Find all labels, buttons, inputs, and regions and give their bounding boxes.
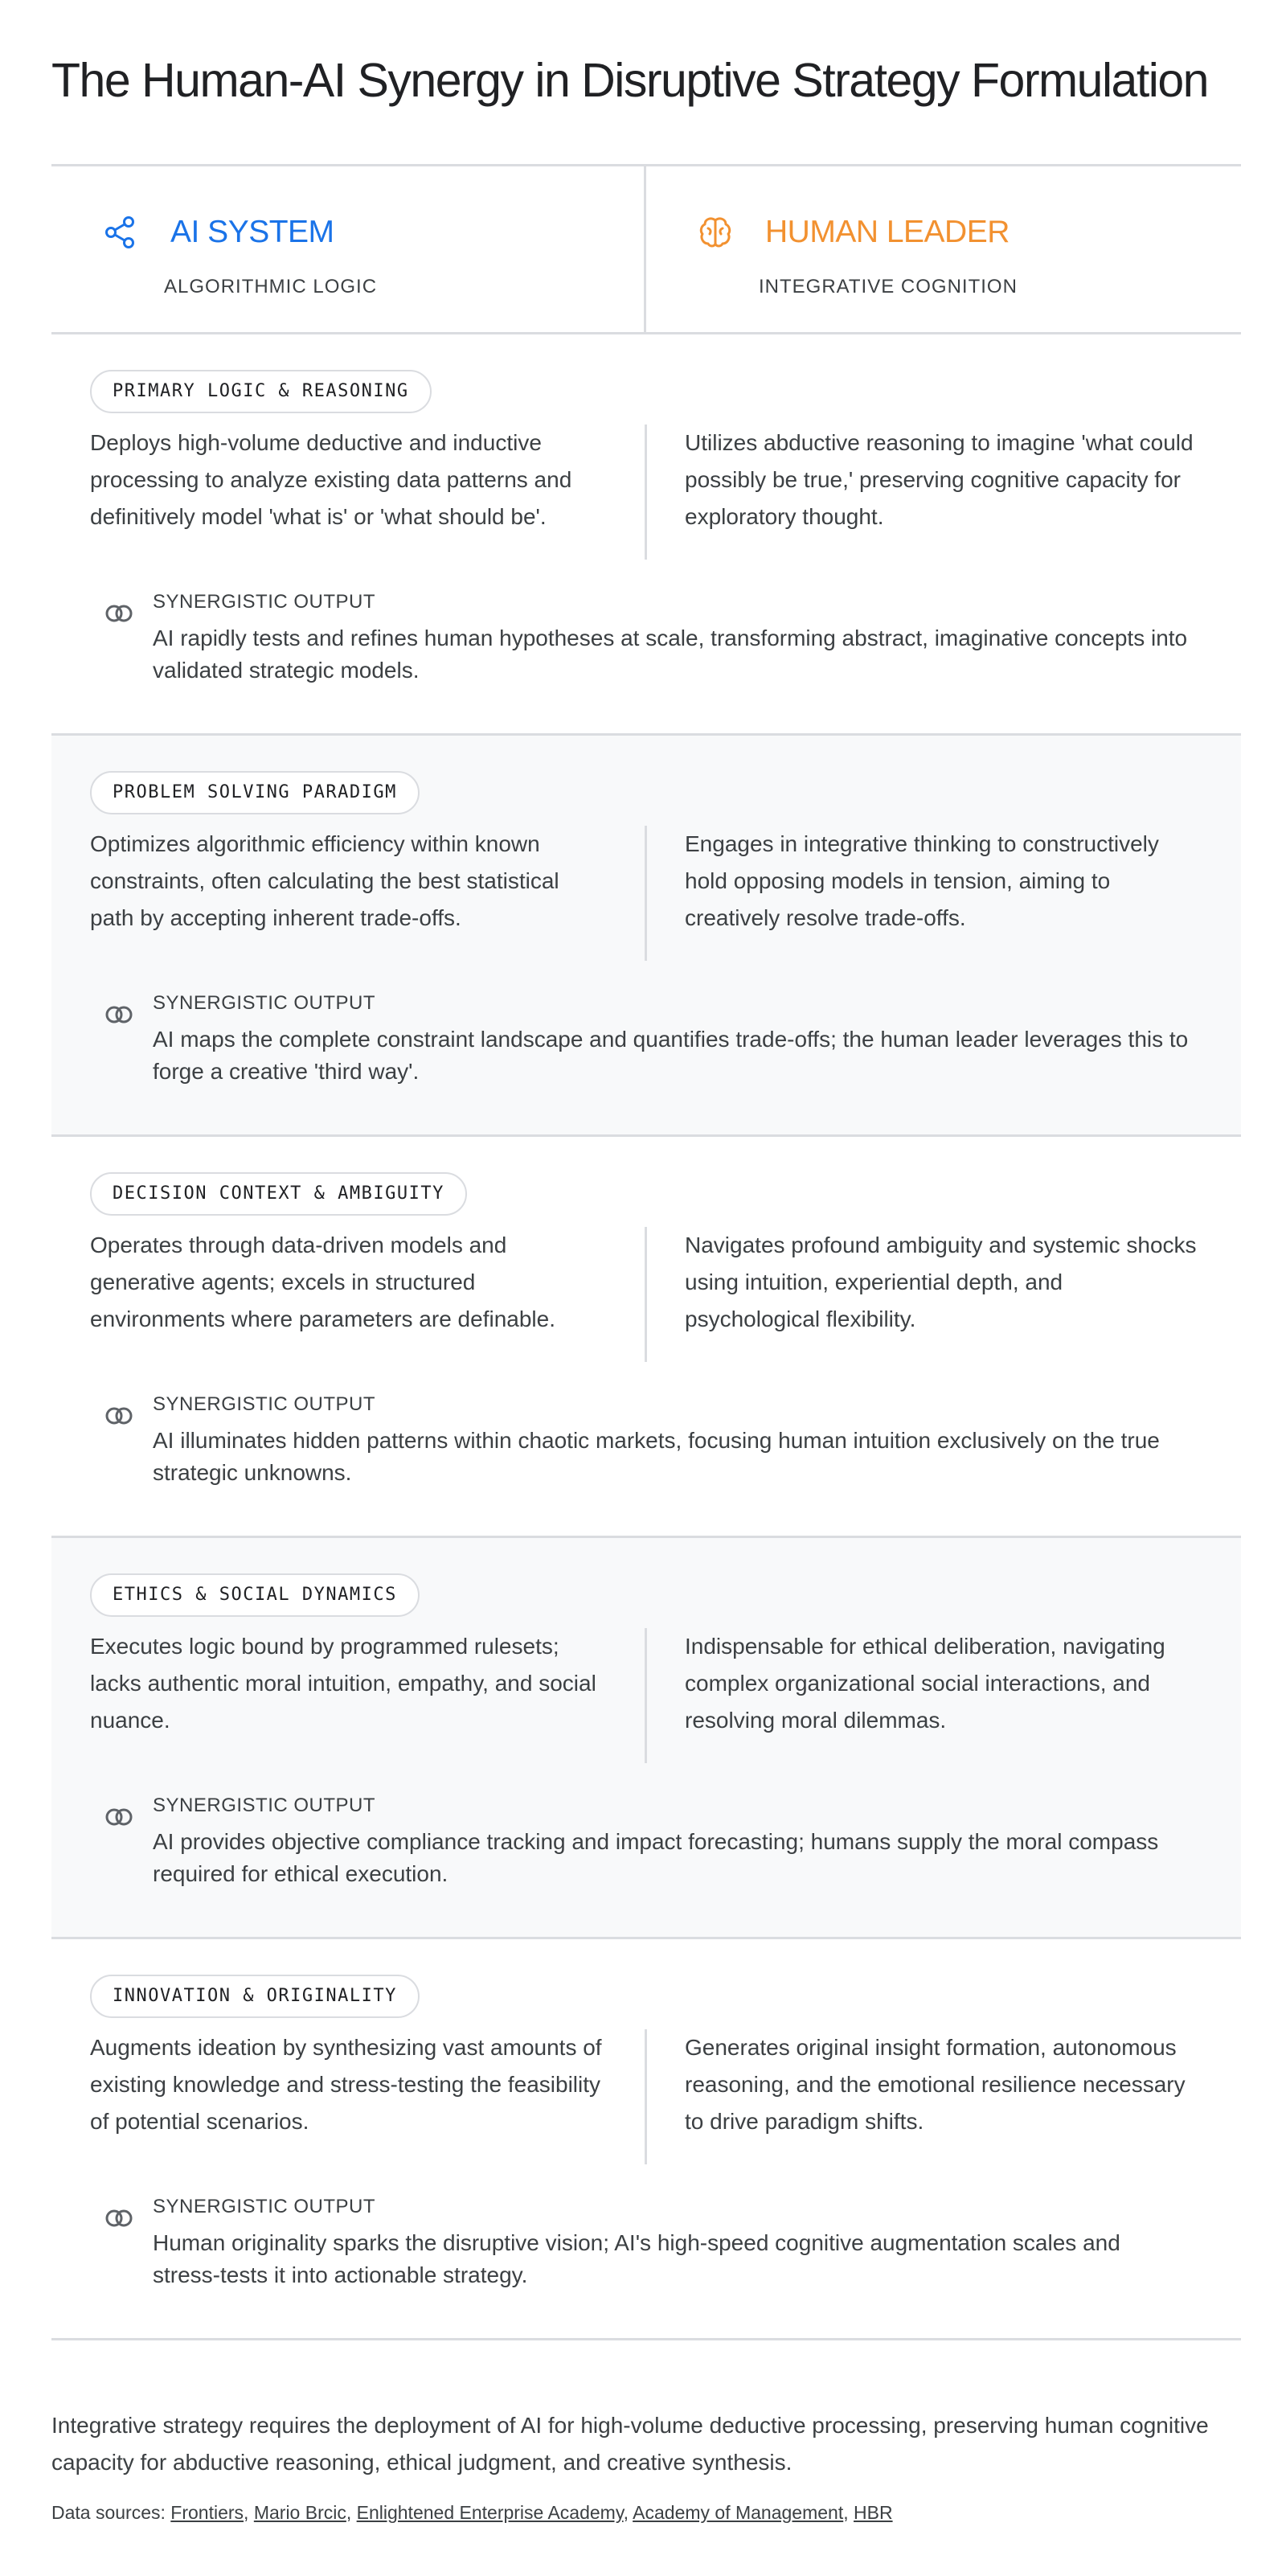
comparison-section [51, 334, 1241, 736]
synergy-text: Human originality sparks the disruptive vision; AI's high-speed cognitive augmentation scales and stress-tests it into actionable strategy. [153, 2230, 1120, 2287]
page-title: The Human-AI Synergy in Disruptive Strategy Formulation [51, 54, 1208, 107]
ai-description: Operates through data-driven models and generative agents; excels in structured environments where parameters are definable. [90, 1233, 555, 1331]
section-label-pill: DECISION CONTEXT & AMBIGUITY [90, 1172, 467, 1216]
source-link-academy-of-management[interactable]: Academy of Management [633, 2502, 844, 2523]
section-label-pill: ETHICS & SOCIAL DYNAMICS [90, 1573, 420, 1617]
share-network-icon [103, 215, 138, 250]
ai-system-header [51, 166, 646, 332]
ai-system-title: AI SYSTEM [170, 215, 334, 249]
synergy-rings-icon [104, 1004, 133, 1025]
column-divider [645, 1628, 647, 1763]
human-leader-subtitle: INTEGRATIVE COGNITION [759, 276, 1018, 297]
sources-prefix: Data sources: [51, 2502, 171, 2523]
synergy-text: AI illuminates hidden patterns within chaotic markets, focusing human intuition exclusively on the true strategic unknowns. [153, 1428, 1160, 1485]
column-divider [645, 2029, 647, 2164]
source-link-frontiers[interactable]: Frontiers [170, 2502, 244, 2523]
human-description: Engages in integrative thinking to constructively hold opposing models in tension, aiming to creatively resolve trade-offs. [685, 831, 1159, 930]
synergy-label: SYNERGISTIC OUTPUT [153, 1795, 376, 1816]
human-description: Generates original insight formation, autonomous reasoning, and the emotional resilience necessary to drive paradigm shifts. [685, 2035, 1186, 2134]
human-description: Navigates profound ambiguity and systemic shocks using intuition, experiential depth, and psychological flexibility. [685, 1233, 1197, 1331]
synergy-text: AI rapidly tests and refines human hypotheses at scale, transforming abstract, imaginative concepts into validated strategic models. [153, 626, 1188, 683]
comparison-section [51, 1538, 1241, 1939]
synergy-label: SYNERGISTIC OUTPUT [153, 1393, 376, 1415]
comparison-section [51, 736, 1241, 1137]
human-leader-title: HUMAN LEADER [765, 215, 1010, 249]
synergy-label: SYNERGISTIC OUTPUT [153, 992, 376, 1014]
synergy-rings-icon [104, 1405, 133, 1426]
synergy-rings-icon [104, 603, 133, 624]
synergy-rings-icon [104, 1807, 133, 1827]
comparison-section [51, 1137, 1241, 1538]
ai-description: Deploys high-volume deductive and inductive processing to analyze existing data patterns and definitively model 'what is' or 'what should be'. [90, 430, 572, 529]
ai-description: Optimizes algorithmic efficiency within known constraints, often calculating the best statistical path by accepting inherent trade-offs. [90, 831, 559, 930]
column-header [51, 164, 1241, 334]
comparison-section [51, 1939, 1241, 2340]
ai-description: Executes logic bound by programmed rulesets; lacks authentic moral intuition, empathy, and social nuance. [90, 1634, 596, 1733]
data-sources: Data sources: Frontiers, Mario Brcic, Enlightened Enterprise Academy, Academy of Management, HBR [51, 2502, 893, 2523]
source-link-hbr[interactable]: HBR [854, 2502, 893, 2523]
column-divider [645, 1227, 647, 1362]
synergy-label: SYNERGISTIC OUTPUT [153, 2196, 376, 2217]
column-divider [645, 826, 647, 961]
human-description: Utilizes abductive reasoning to imagine 'what could possibly be true,' preserving cognitive capacity for exploratory thought. [685, 430, 1194, 529]
ai-system-subtitle: ALGORITHMIC LOGIC [164, 276, 378, 297]
section-label-pill: PRIMARY LOGIC & REASONING [90, 370, 432, 413]
human-description: Indispensable for ethical deliberation, navigating complex organizational social interactions, and resolving moral dilemmas. [685, 1634, 1165, 1733]
synergy-text: AI maps the complete constraint landscape and quantifies trade-offs; the human leader leverages this to forge a creative 'third way'. [153, 1027, 1189, 1084]
synergy-label: SYNERGISTIC OUTPUT [153, 591, 376, 613]
synergy-text: AI provides objective compliance tracking and impact forecasting; humans supply the moral compass required for ethical execution. [153, 1829, 1159, 1886]
source-link-mario-brcic[interactable]: Mario Brcic [253, 2502, 346, 2523]
section-label-pill: PROBLEM SOLVING PARADIGM [90, 771, 420, 814]
column-divider [645, 425, 647, 560]
section-label-pill: INNOVATION & ORIGINALITY [90, 1975, 420, 2018]
ai-description: Augments ideation by synthesizing vast amounts of existing knowledge and stress-testing the feasibility of potential scenarios. [90, 2035, 602, 2134]
human-leader-header [646, 166, 1241, 332]
brain-icon [698, 215, 733, 250]
summary-text: Integrative strategy requires the deployment of AI for high-volume deductive processing, preserving human cognitive capacity for abductive reasoning, ethical judgment, and creative synthesis. [51, 2413, 1209, 2475]
source-link-enlightened-enterprise-academy[interactable]: Enlightened Enterprise Academy [356, 2502, 624, 2523]
synergy-rings-icon [104, 2208, 133, 2229]
